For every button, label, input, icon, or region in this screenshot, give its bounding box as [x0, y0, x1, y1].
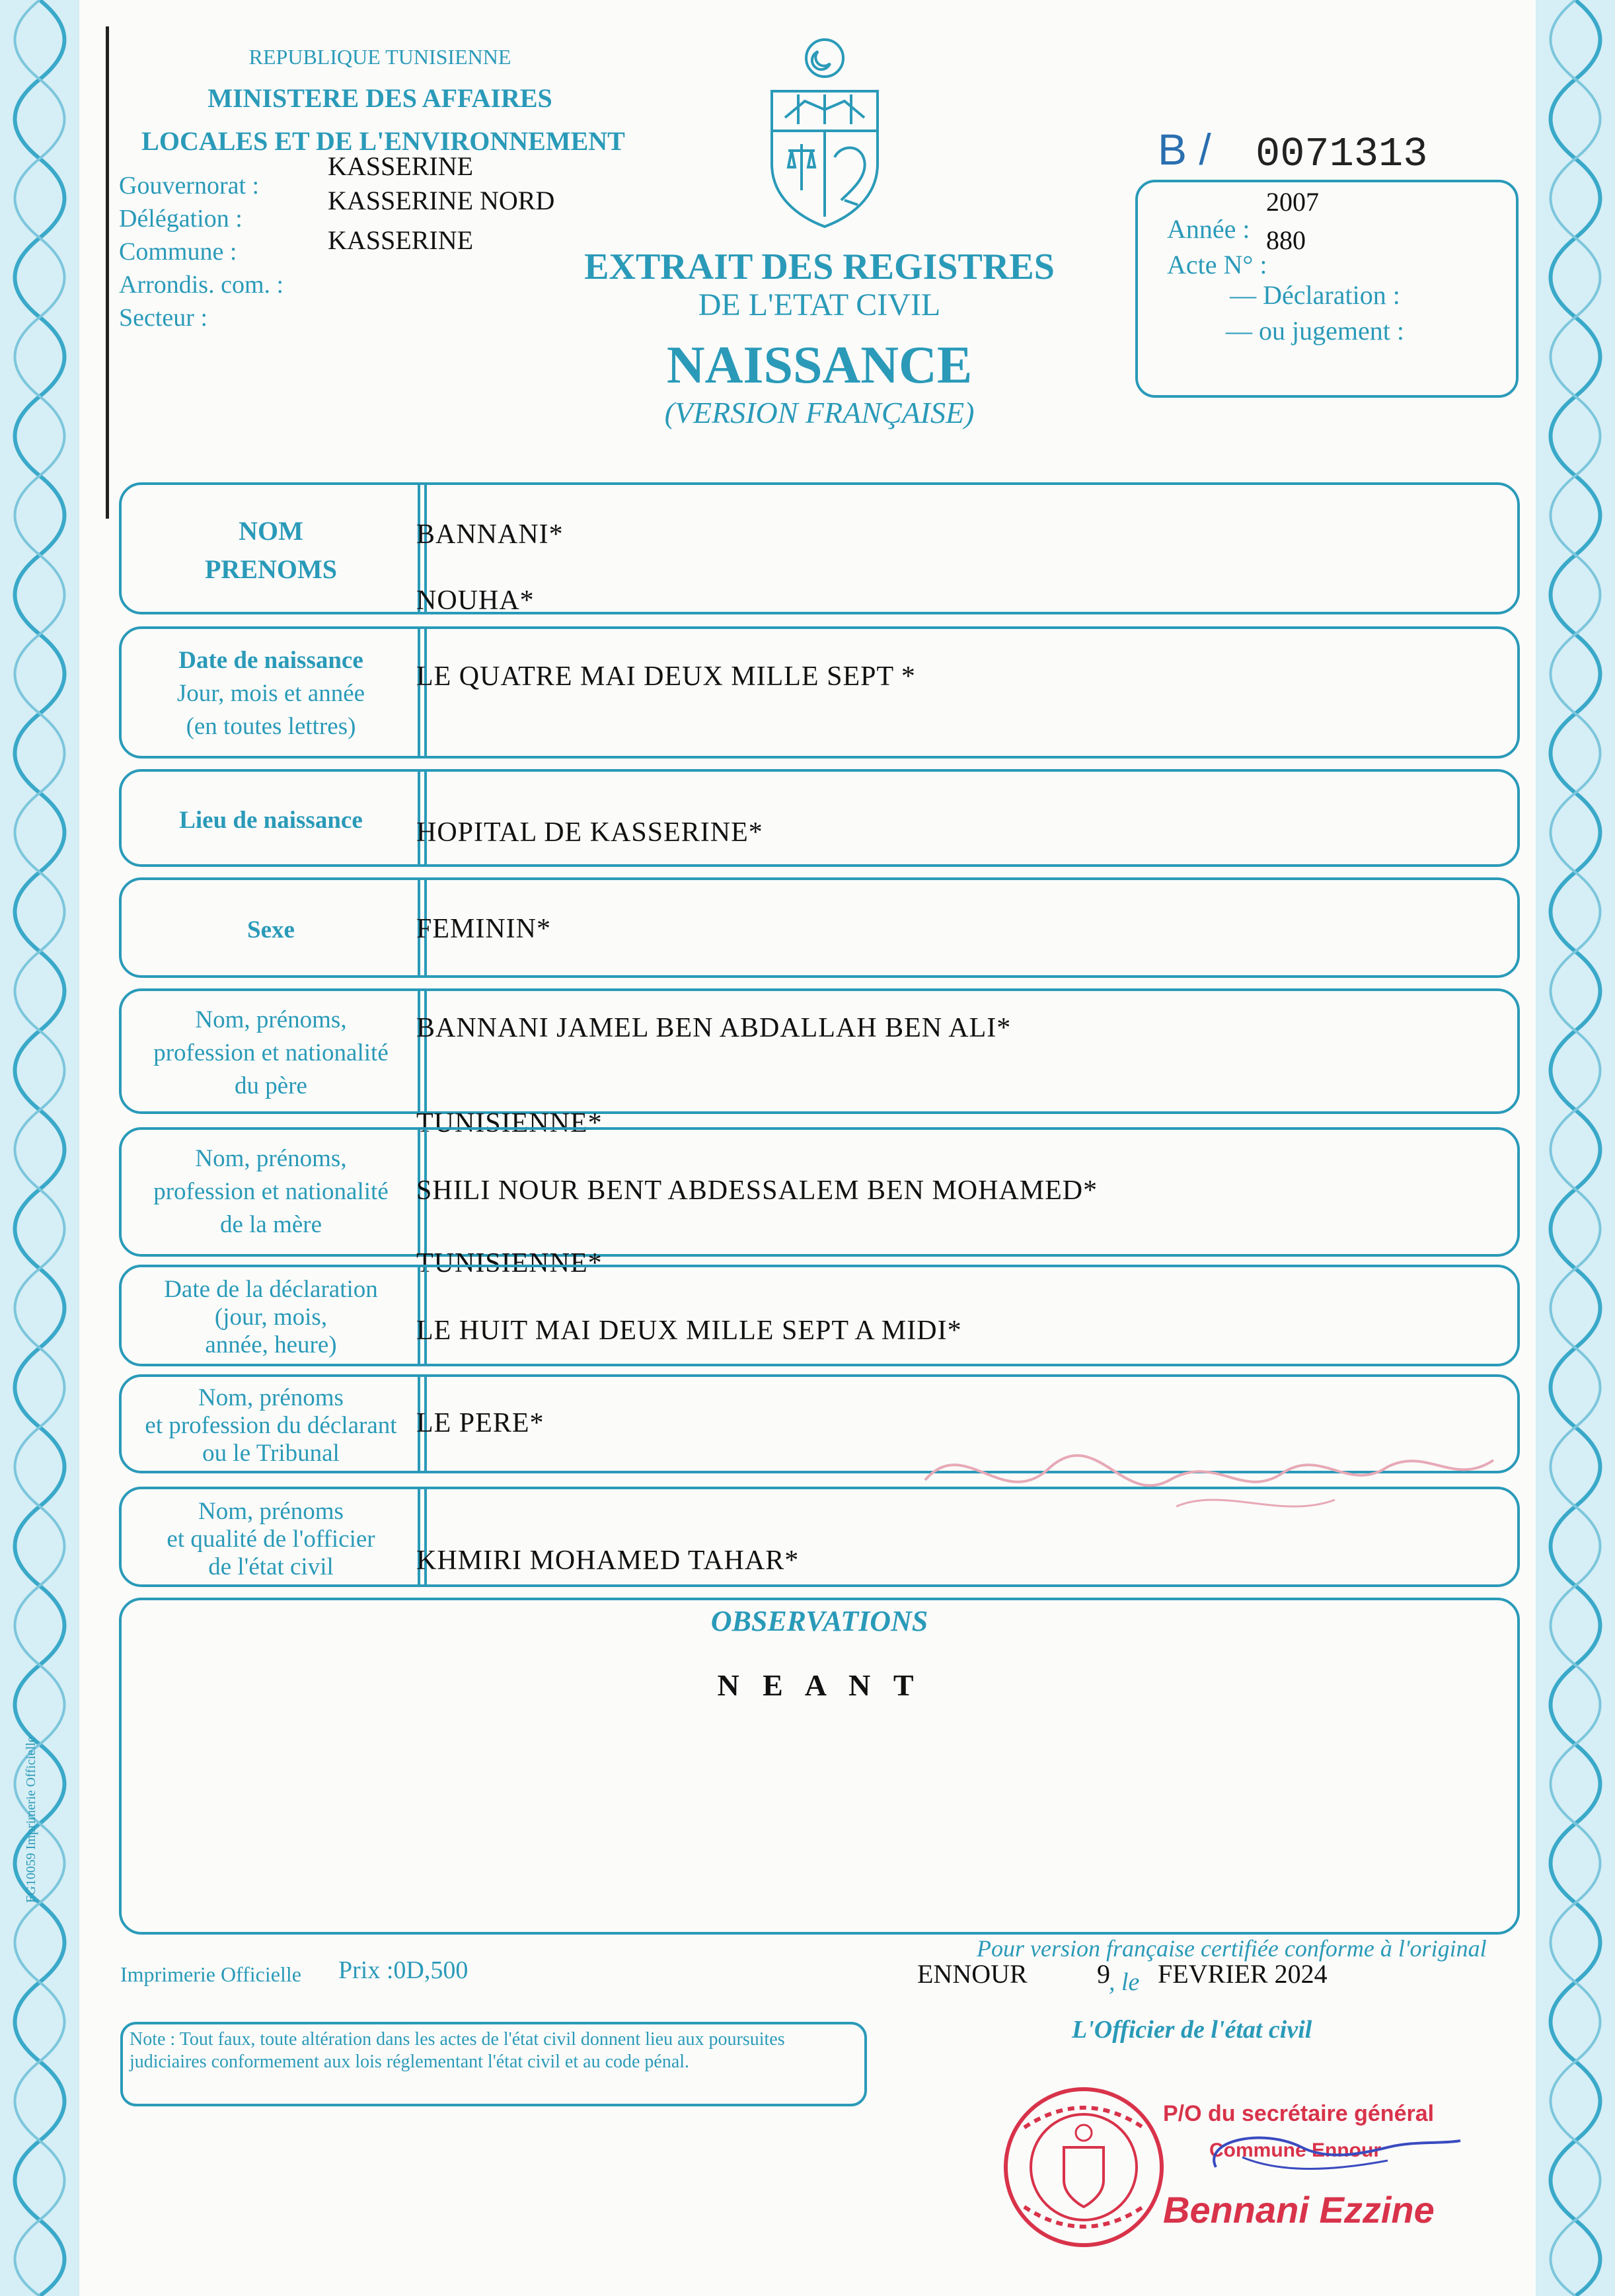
stamp-line1: P/O du secrétaire général — [1163, 2101, 1435, 2126]
left-decorative-border — [0, 0, 79, 2296]
side-print-code: FG10059 Imprimerie Officielle — [24, 1736, 38, 1903]
secteur-label: Secteur : — [119, 304, 208, 332]
lieu-value: HOPITAL DE KASSERINE* — [416, 817, 763, 848]
decl-label2: (jour, mois, — [214, 1304, 328, 1331]
day-value: 9 — [1097, 1959, 1110, 1989]
gouvernorat-value: KASSERINE — [328, 151, 474, 181]
date-value: FEVRIER 2024 — [1158, 1959, 1328, 1989]
right-decorative-border — [1536, 0, 1615, 2296]
sexe-label: Sexe — [247, 916, 295, 944]
nom-value: BANNANI* — [416, 519, 564, 550]
stamp-line2: Commune Ennour — [1209, 2139, 1381, 2161]
row-nom-prenoms — [119, 482, 1520, 614]
imprimerie-label: Imprimerie Officielle — [120, 1962, 301, 1986]
declarant-label1: Nom, prénoms — [198, 1384, 344, 1411]
republic-label: REPUBLIQUE TUNISIENNE — [248, 45, 511, 69]
title-version: (VERSION FRANÇAISE) — [664, 396, 975, 429]
serial-prefix: B / — [1158, 125, 1211, 174]
jugement-label: — ou jugement : — [1226, 316, 1404, 346]
prenoms-value: NOUHA* — [416, 585, 535, 616]
dob-label-title: Date de naissance — [178, 647, 363, 674]
le-label: , le — [1109, 1968, 1140, 1996]
prix-label: Prix :0D,500 — [338, 1956, 469, 1984]
observations-value: N E A N T — [717, 1668, 922, 1702]
officier-label2: et qualité de l'officier — [167, 1526, 375, 1553]
arrondis-label: Arrondis. com. : — [119, 271, 284, 299]
officier-label3: de l'état civil — [208, 1553, 334, 1580]
declaration-label: — Déclaration : — [1230, 280, 1400, 310]
commune-label: Commune : — [119, 238, 237, 266]
mere-label1: Nom, prénoms, — [195, 1145, 347, 1172]
legal-note-text: Note : Tout faux, toute altération dans les actes de l'état civil donnent lieu aux poursuites judiciaires conformement aux lois réglementant l'état civil et au code pénal. — [130, 2029, 785, 2072]
title-line1: EXTRAIT DES REGISTRES — [584, 246, 1055, 287]
certified-note: Pour version française certifiée conforme à l'original — [977, 1935, 1487, 1962]
declarant-value: LE PERE* — [416, 1408, 545, 1438]
delegation-label: Délégation : — [119, 205, 243, 233]
prenoms-label: PRENOMS — [205, 554, 337, 584]
dob-label-sub1: Jour, mois et année — [176, 680, 365, 707]
faint-signature-mark — [912, 1407, 1520, 1533]
pere-value: BANNANI JAMEL BEN ABDALLAH BEN ALI* — [416, 1013, 1012, 1043]
mere-label2: profession et nationalité — [153, 1178, 389, 1205]
declarant-label3: ou le Tribunal — [202, 1440, 340, 1467]
ministry-line1: MINISTERE DES AFFAIRES — [207, 83, 552, 113]
sexe-value: FEMININ* — [416, 914, 551, 944]
officier-value: KHMIRI MOHAMED TAHAR* — [416, 1545, 800, 1576]
acte-label: Acte N° : — [1167, 250, 1267, 279]
officier-label1: Nom, prénoms — [198, 1498, 344, 1525]
pere-label1: Nom, prénoms, — [195, 1006, 347, 1033]
dob-label-sub2: (en toutes lettres) — [186, 713, 356, 740]
delegation-value: KASSERINE NORD — [328, 186, 555, 215]
left-margin-line — [106, 26, 109, 519]
serial-number: 0071313 — [1256, 131, 1428, 178]
lieu-label: Lieu de naissance — [179, 807, 363, 834]
commune-value: KASSERINE — [328, 225, 474, 255]
gouvernorat-label: Gouvernorat : — [119, 172, 260, 200]
decl-label1: Date de la déclaration — [164, 1276, 378, 1303]
annee-value: 2007 — [1266, 187, 1319, 217]
annee-label: Année : — [1167, 214, 1250, 244]
pere-nationality: TUNISIENNE* — [416, 1108, 603, 1138]
acte-value: 880 — [1266, 225, 1306, 255]
tunisia-coat-of-arms-icon — [759, 32, 891, 230]
official-stamp-seal — [998, 2081, 1170, 2253]
observations-title: OBSERVATIONS — [710, 1605, 928, 1637]
pere-label2: profession et nationalité — [153, 1039, 389, 1066]
stamp-name: Bennani Ezzine — [1163, 2189, 1435, 2231]
title-line2: DE L'ETAT CIVIL — [698, 287, 941, 322]
mere-value: SHILI NOUR BENT ABDESSALEM BEN MOHAMED* — [416, 1175, 1098, 1206]
place-value: ENNOUR — [917, 1959, 1028, 1989]
dob-value: LE QUATRE MAI DEUX MILLE SEPT * — [416, 661, 916, 692]
mere-label3: de la mère — [219, 1211, 322, 1238]
decl-label3: année, heure) — [205, 1331, 337, 1358]
decl-value: LE HUIT MAI DEUX MILLE SEPT A MIDI* — [416, 1315, 962, 1346]
declarant-label2: et profession du déclarant — [145, 1412, 397, 1439]
observations-box — [119, 1598, 1520, 1935]
officer-title: L'Officier de l'état civil — [1072, 2016, 1312, 2044]
ministry-line2: LOCALES ET DE L'ENVIRONNEMENT — [141, 126, 625, 156]
mere-nationality: TUNISIENNE* — [416, 1248, 603, 1278]
handwritten-signature — [1189, 2114, 1467, 2187]
title-main: NAISSANCE — [666, 336, 973, 394]
nom-label: NOM — [239, 516, 303, 546]
pere-label3: du père — [235, 1072, 307, 1099]
